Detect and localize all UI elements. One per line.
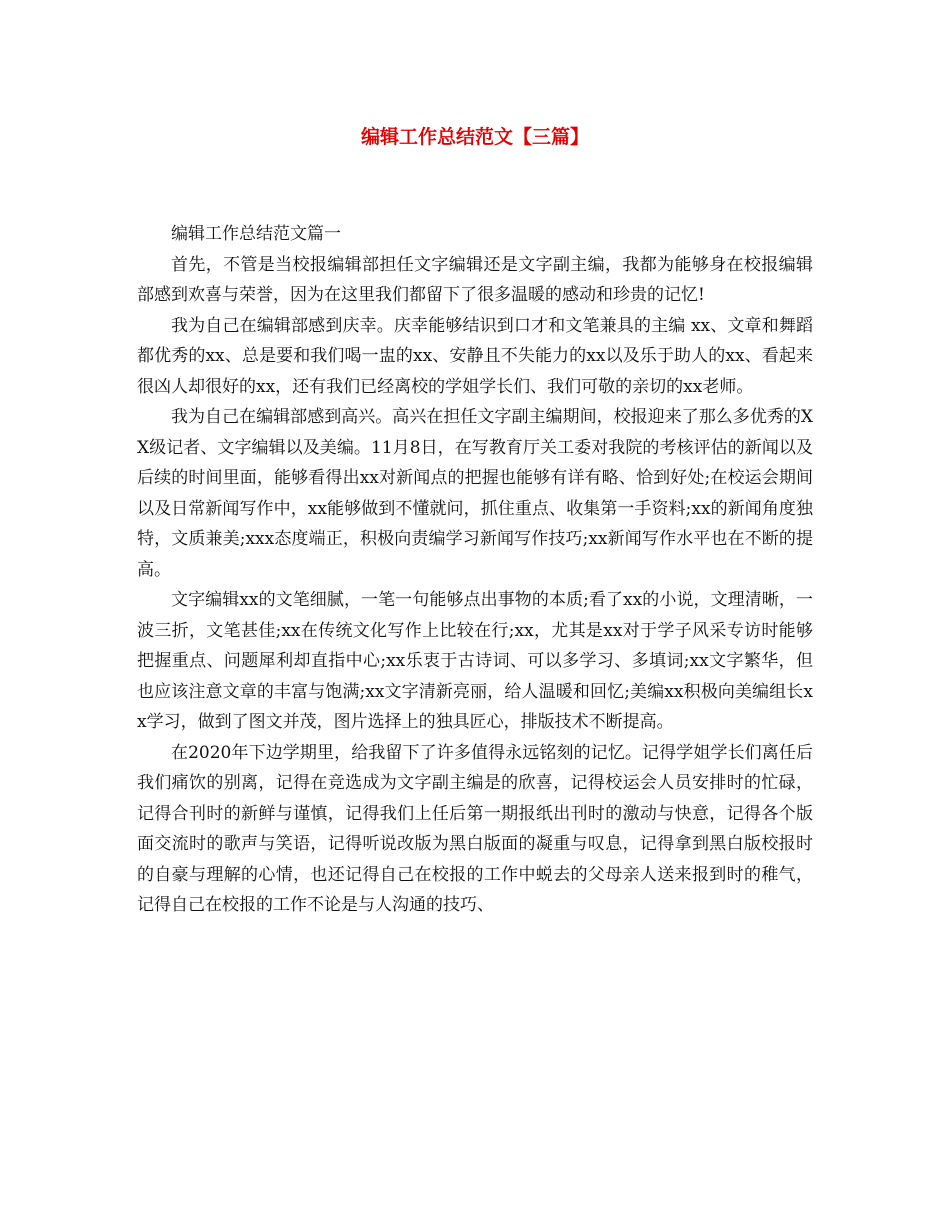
paragraph: 文字编辑xx的文笔细腻，一笔一句能够点出事物的本质;看了xx的小说，文理清晰，一波三折，文笔甚佳;xx在传统文化写作上比较在行;xx，尤其是xx对于学子风采专访时能够把握重点、问题犀利却直指中心;xx乐衷于古诗词、可以多学习、多填词;xx文字繁华，但也应该注意文章的丰富与饱满;xx文字清新亮丽，给人温暖和回忆;美编xx积极向美编组长xx学习，做到了图文并茂，图片选择上的独具匠心，排版技术不断提高。 (137, 590, 813, 732)
document-title: 编辑工作总结范文【三篇】 (360, 126, 589, 148)
paragraph: 我为自己在编辑部感到高兴。高兴在担任文字副主编期间，校报迎来了那么多优秀的XX级记者、文字编辑以及美编。11月8日，在写教育厅关工委对我院的考核评估的新闻以及后续的时间里面，能够看得出xx对新闻点的把握也能够有详有略、恰到好处;在校运会期间以及日常新闻写作中，xx能够做到不懂就问，抓住重点、收集第一手资料;xx的新闻角度独特，文质兼美;xxx态度端正，积极向责编学习新闻写作技巧;xx新闻写作水平也在不断的提高。 (137, 407, 813, 580)
paragraph: 首先，不管是当校报编辑部担任文字编辑还是文字副主编，我都为能够身在校报编辑部感到欢喜与荣誉，因为在这里我们都留下了很多温暖的感动和珍贵的记忆! (137, 254, 813, 305)
section-heading: 编辑工作总结范文篇一 (171, 224, 341, 244)
paragraph: 我为自己在编辑部感到庆幸。庆幸能够结识到口才和文笔兼具的主编 xx、文章和舞蹈都优秀的xx、总是要和我们喝一盅的xx、安静且不失能力的xx以及乐于助人的xx、看起来很凶人却很好的xx，还有我们已经离校的学姐学长们、我们可敬的亲切的xx老师。 (137, 315, 813, 397)
document-body (137, 219, 813, 921)
paragraph: 在2020年下边学期里，给我留下了许多值得永远铭刻的记忆。记得学姐学长们离任后我们痛饮的别离，记得在竞选成为文字副主编是的欣喜，记得校运会人员安排时的忙碌，记得合刊时的新鲜与谨慎，记得我们上任后第一期报纸出刊时的激动与快意，记得各个版面交流时的歌声与笑语，记得听说改版为黑白版面的凝重与叹息，记得拿到黑白版校报时的自豪与理解的心情，也还记得自己在校报的工作中蜕去的父母亲人送来报到时的稚气，记得自己在校报的工作不论是与人沟通的技巧、 (137, 742, 813, 915)
